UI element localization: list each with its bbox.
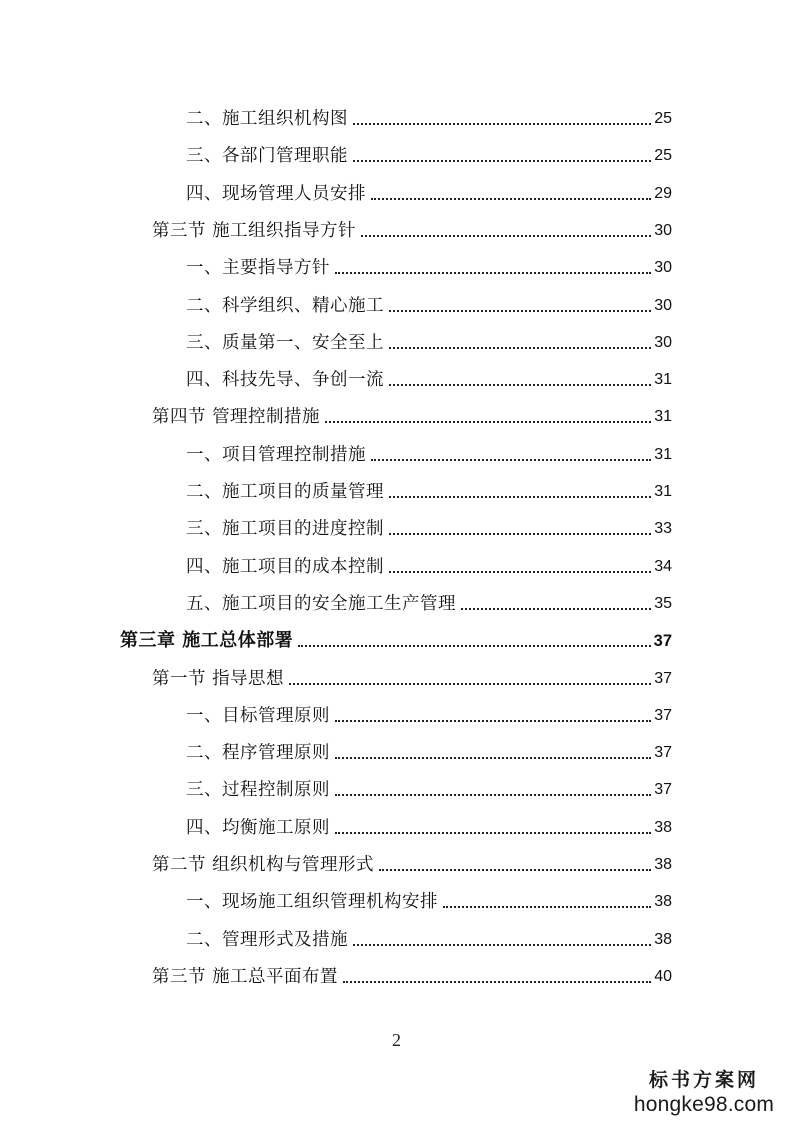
toc-entry[interactable] <box>186 100 672 130</box>
toc-dot-leader <box>389 347 651 349</box>
toc-dot-leader <box>335 832 651 834</box>
toc-dot-leader <box>289 683 651 685</box>
toc-entry[interactable] <box>186 548 672 578</box>
toc-entry-title: 四、现场管理人员安排 <box>186 183 366 204</box>
toc-entry-page: 30 <box>654 259 672 277</box>
toc-dot-leader <box>379 869 651 871</box>
toc-entry[interactable] <box>186 734 672 764</box>
toc-entry-page: 25 <box>654 147 672 165</box>
toc-entry-title: 二、施工项目的质量管理 <box>186 482 384 502</box>
toc-entry-title: 四、科技先导、争创一流 <box>186 370 384 391</box>
toc-entry-page: 25 <box>654 110 672 127</box>
toc-entry-page: 37 <box>654 781 672 799</box>
toc-entry-title: 第三节 施工总平面布置 <box>152 966 339 987</box>
toc-entry-title: 二、施工组织机构图 <box>186 109 348 129</box>
toc-dot-leader <box>361 235 651 237</box>
toc-entry-page: 29 <box>654 184 672 202</box>
page-number: 2 <box>392 1030 401 1050</box>
toc-entry-page: 38 <box>654 818 672 836</box>
toc-dot-leader <box>353 160 651 162</box>
toc-dot-leader <box>371 459 651 461</box>
toc-entry[interactable] <box>186 287 672 317</box>
toc-entry-page: 30 <box>654 296 672 314</box>
toc-entry-title: 一、目标管理原则 <box>186 705 330 726</box>
watermark-site-name: 标书方案网 <box>648 1069 759 1091</box>
toc-entry-title: 第三节 施工组织指导方针 <box>152 220 357 241</box>
toc-entry-title: 二、管理形式及措施 <box>186 929 348 950</box>
toc-entry[interactable] <box>186 883 672 913</box>
toc-entry-title: 二、程序管理原则 <box>186 743 330 764</box>
toc-entry-title: 一、项目管理控制措施 <box>186 444 366 465</box>
toc-dot-leader <box>461 608 651 610</box>
toc-entry-page: 37 <box>653 632 672 651</box>
toc-entry-page: 30 <box>654 221 672 239</box>
toc-entry-title: 三、质量第一、安全至上 <box>186 332 384 353</box>
watermark-url: hongke98.com <box>633 1093 775 1116</box>
toc-entry-title: 三、施工项目的进度控制 <box>186 519 384 540</box>
toc-entry-page: 35 <box>654 594 672 612</box>
toc-dot-leader <box>298 645 650 647</box>
toc-entry-page: 37 <box>654 669 672 687</box>
toc-entry-page: 37 <box>654 744 672 762</box>
toc-entry[interactable] <box>186 771 672 801</box>
toc-dot-leader <box>371 198 651 200</box>
toc-entry-title: 四、均衡施工原则 <box>186 817 330 838</box>
toc-entry-title: 一、现场施工组织管理机构安排 <box>186 892 438 913</box>
toc-entry-title: 三、各部门管理职能 <box>186 146 348 167</box>
toc-entry[interactable] <box>152 958 672 988</box>
toc-dot-leader <box>389 496 651 498</box>
toc-entry[interactable] <box>186 697 672 727</box>
toc-dot-leader <box>335 720 651 722</box>
toc-entry-title: 第一节 指导思想 <box>152 668 285 689</box>
toc-entry[interactable] <box>186 510 672 540</box>
toc-entry-page: 33 <box>654 520 672 538</box>
toc-entry-page: 30 <box>654 333 672 351</box>
toc-entry[interactable] <box>152 212 672 242</box>
toc-entry-page: 31 <box>654 408 672 426</box>
toc-entry[interactable] <box>186 361 672 391</box>
toc-entry-page: 38 <box>654 930 672 948</box>
toc-entry[interactable] <box>186 585 672 615</box>
toc-entry-page: 34 <box>654 557 672 575</box>
toc-entry[interactable] <box>152 398 672 428</box>
toc-entry-page: 31 <box>654 483 672 500</box>
toc-entry-page: 37 <box>654 706 672 724</box>
toc-entry[interactable] <box>186 473 672 503</box>
toc-dot-leader <box>353 123 651 125</box>
toc-dot-leader <box>389 384 651 386</box>
toc-entry-title: 二、科学组织、精心施工 <box>186 295 384 316</box>
toc-dot-leader <box>389 310 651 312</box>
toc-dot-leader <box>335 757 651 759</box>
toc-entry[interactable] <box>120 622 672 652</box>
toc-entry-title: 第四节 管理控制措施 <box>152 407 321 428</box>
toc-entry-page: 31 <box>654 445 672 463</box>
toc-entry-title: 第二节 组织机构与管理形式 <box>152 855 375 875</box>
toc-dot-leader <box>343 981 651 983</box>
toc-dot-leader <box>353 944 651 946</box>
toc-dot-leader <box>335 272 651 274</box>
toc-entry[interactable] <box>186 324 672 354</box>
toc-dot-leader <box>389 533 651 535</box>
toc-entry-title: 五、施工项目的安全施工生产管理 <box>186 593 456 614</box>
toc-entry-page: 38 <box>654 893 672 911</box>
toc-entry[interactable] <box>186 175 672 205</box>
toc-entry[interactable] <box>186 249 672 279</box>
toc-entry-title: 第三章 施工总体部署 <box>120 630 294 652</box>
toc-entry[interactable] <box>186 436 672 466</box>
toc-dot-leader <box>325 421 651 423</box>
watermark-logo <box>629 1068 779 1118</box>
toc-entry[interactable] <box>152 660 672 690</box>
toc-entry[interactable] <box>186 137 672 167</box>
toc-entry-page: 40 <box>654 967 672 985</box>
toc-dot-leader <box>335 794 651 796</box>
toc-entry-title: 四、施工项目的成本控制 <box>186 556 384 577</box>
toc-entry[interactable] <box>186 921 672 951</box>
toc-entry-page: 38 <box>654 856 672 873</box>
toc-dot-leader <box>389 571 651 573</box>
toc-dot-leader <box>443 906 651 908</box>
toc-entry[interactable] <box>152 846 672 876</box>
toc-entry-title: 三、过程控制原则 <box>186 780 330 801</box>
toc-entry[interactable] <box>186 809 672 839</box>
toc-entry-page: 31 <box>654 371 672 389</box>
toc-entry-title: 一、主要指导方针 <box>186 258 330 279</box>
